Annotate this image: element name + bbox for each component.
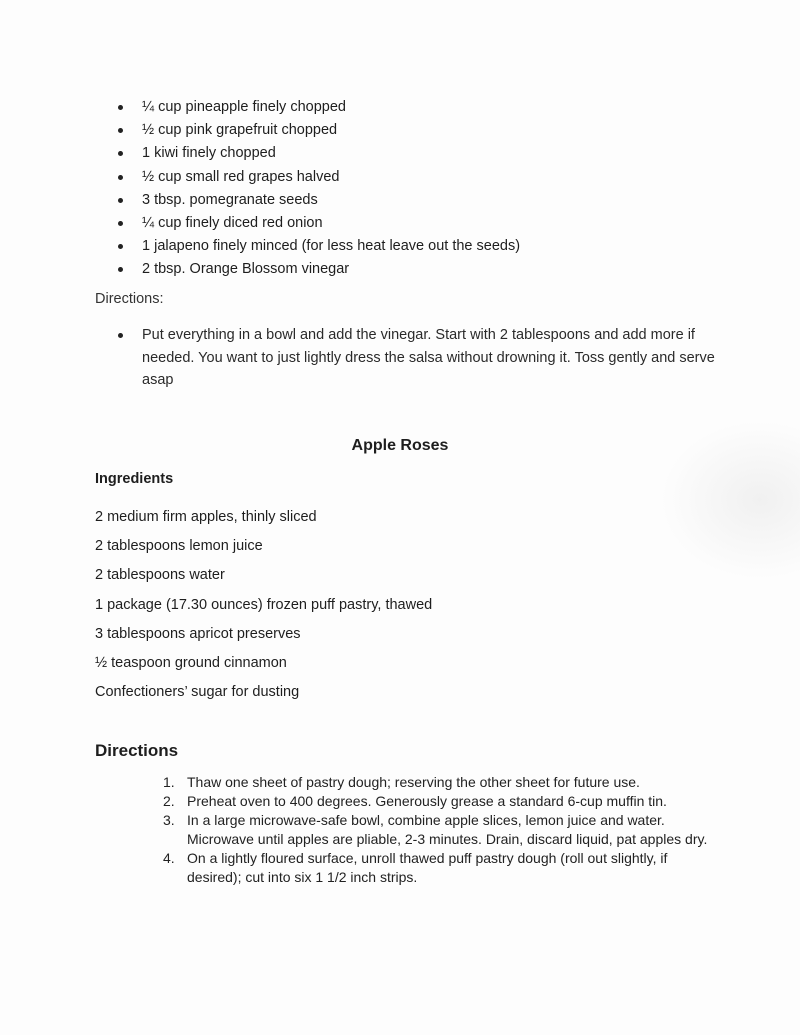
ingredient-item: 2 medium firm apples, thinly sliced xyxy=(95,509,317,525)
ingredient-item: ¼ cup pineapple finely chopped xyxy=(117,96,520,119)
ingredient-item: ½ cup pink grapefruit chopped xyxy=(117,119,520,142)
salsa-ingredient-list xyxy=(117,96,520,282)
salsa-direction-text: Put everything in a bowl and add the vinegar. Start with 2 tablespoons and add more if needed. You want to just lightly dress the salsa without drowning it. Toss gently and serve asap xyxy=(142,327,715,388)
step-item xyxy=(163,773,723,792)
bullet-icon xyxy=(118,198,123,203)
ingredient-item: 2 tablespoons lemon juice xyxy=(95,538,263,555)
ingredient-item: 1 jalapeno finely minced (for less heat leave out the seeds) xyxy=(117,235,520,258)
step-item xyxy=(163,849,723,887)
ingredient-item: 3 tbsp. pomegranate seeds xyxy=(117,189,520,212)
step-text: Preheat oven to 400 degrees. Generously grease a standard 6-cup muffin tin. xyxy=(187,793,667,809)
step-text: Thaw one sheet of pastry dough; reserving the other sheet for future use. xyxy=(187,774,640,790)
bullet-icon xyxy=(118,175,123,180)
step-item xyxy=(163,792,723,811)
recipe-title: Apple Roses xyxy=(351,437,449,454)
ingredient-item: 1 package (17.30 ounces) frozen puff pastry, thawed xyxy=(95,596,433,613)
bullet-icon xyxy=(118,244,123,249)
ingredient-item: ¼ cup finely diced red onion xyxy=(117,212,520,235)
step-number: 2. xyxy=(163,793,175,809)
ingredient-item: 1 kiwi finely chopped xyxy=(117,142,520,165)
ingredients-heading: Ingredients xyxy=(95,471,174,487)
bullet-icon xyxy=(118,105,123,110)
ingredient-item: ½ cup small red grapes halved xyxy=(117,166,520,189)
ingredient-item: ½ teaspoon ground cinnamon xyxy=(95,654,287,671)
bullet-icon xyxy=(118,128,123,133)
ingredient-item: 3 tablespoons apricot preserves xyxy=(95,625,301,642)
bullet-icon xyxy=(118,151,123,156)
directions-heading: Directions xyxy=(95,741,179,760)
step-number: 3. xyxy=(163,812,175,828)
step-number: 1. xyxy=(163,774,175,790)
salsa-directions-label: Directions: xyxy=(95,291,164,307)
step-text: In a large microwave-safe bowl, combine apple slices, lemon juice and water. Microwave until apples are pliable, 2-3 minutes. Drain, discard liquid, pat apples dry. xyxy=(187,812,708,847)
step-number: 4. xyxy=(163,850,175,866)
ingredient-item: 2 tablespoons water xyxy=(95,567,225,584)
step-text: On a lightly floured surface, unroll thawed puff pastry dough (roll out slightly, if desired); cut into six 1 1/2 inch strips. xyxy=(187,850,668,885)
ingredient-item: 2 tbsp. Orange Blossom vinegar xyxy=(117,258,520,281)
step-item xyxy=(163,811,723,849)
ingredient-item: Confectioners’ sugar for dusting xyxy=(95,684,300,701)
bullet-icon xyxy=(118,221,123,226)
bullet-icon xyxy=(118,267,123,272)
apple-roses-ingredient-list xyxy=(95,503,432,707)
apple-roses-steps xyxy=(163,773,723,887)
bullet-icon xyxy=(118,333,123,338)
salsa-direction-item xyxy=(117,324,717,392)
